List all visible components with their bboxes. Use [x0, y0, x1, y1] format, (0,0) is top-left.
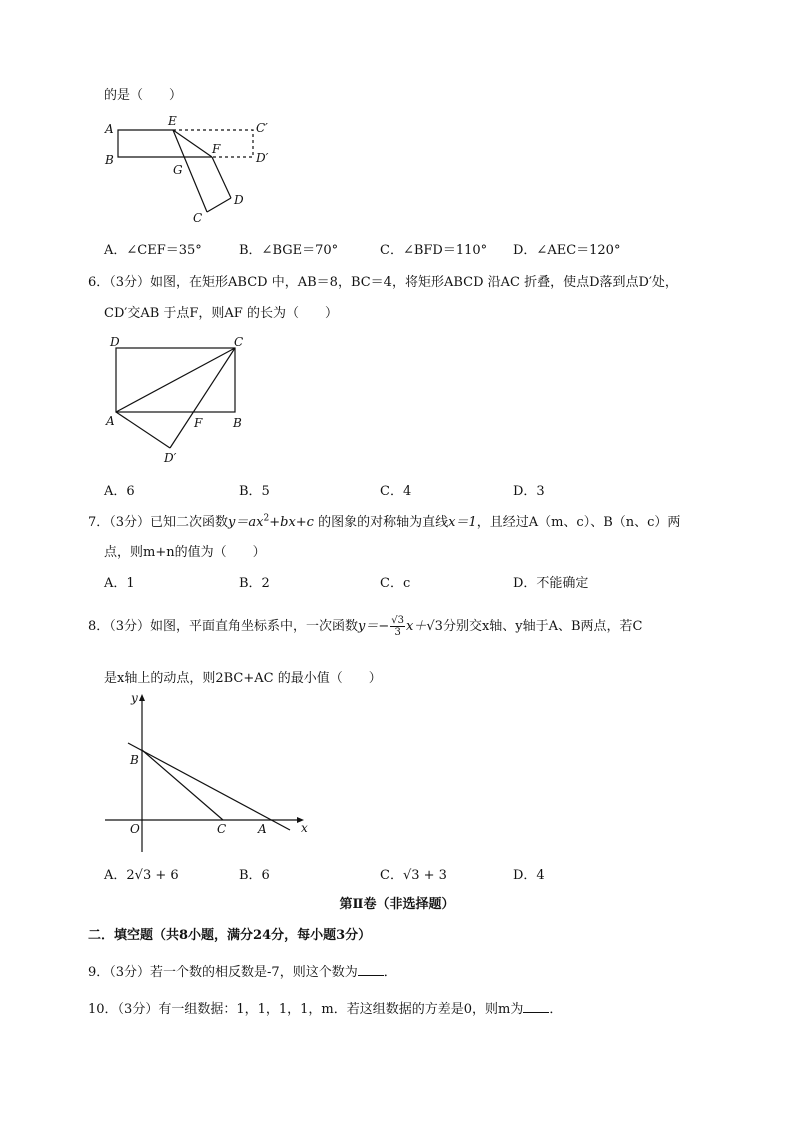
q8-label-y: y: [131, 691, 138, 705]
q8-text-line2: 是x轴上的动点，则2BC+AC 的最小值（ ）: [104, 671, 382, 686]
q8-prefix: 8．（3分）如图，平面直角坐标系中，一次函数: [88, 619, 359, 634]
q7-func-eq: ＝ax: [235, 515, 264, 530]
q7-options: [104, 572, 704, 590]
q7-mid: 的图象的对称轴为直线: [313, 515, 449, 530]
q5-label-E: E: [168, 114, 177, 128]
q8-func-mid: x＋: [406, 619, 427, 634]
q10-end: ．: [549, 1002, 563, 1017]
q5-label-C: C: [193, 211, 203, 225]
q7-func-exp: 2: [263, 513, 270, 524]
q8-func-lhs: y＝−: [358, 619, 390, 634]
q5-options: [104, 239, 704, 257]
q5-text-tail: 的是（ ）: [104, 88, 183, 103]
q7-axis: x＝1: [448, 515, 477, 530]
q5-option-c[interactable]: C．∠BFD＝110°: [380, 243, 488, 258]
q6-option-c[interactable]: C．4: [380, 484, 412, 499]
q8-func-root: √3: [426, 619, 443, 634]
q7-option-d[interactable]: D．不能确定: [513, 576, 589, 591]
q8-label-A: A: [258, 822, 267, 836]
q8-options: [104, 864, 704, 882]
q8-text-line1: [88, 614, 643, 640]
q7-text-line2: 点，则m+n的值为（ ）: [104, 545, 266, 560]
q7-text-line1: [88, 511, 680, 530]
q8-frac-num: √3: [391, 615, 405, 626]
q10-text: [88, 998, 562, 1017]
q8-label-C: C: [217, 822, 227, 836]
q7-prefix: 7．（3分）已知二次函数: [88, 515, 229, 530]
q5-label-F: F: [212, 142, 221, 156]
q5-label-D: D: [234, 193, 244, 207]
q8-option-a[interactable]: A．2√3 + 6: [104, 868, 179, 883]
q10-body: 10．（3分）有一组数据：1，1，1，1，m．若这组数据的方差是0，则m为: [88, 1002, 524, 1017]
q6-option-a[interactable]: A．6: [104, 484, 135, 499]
q5-option-b[interactable]: B．∠BGE＝70°: [239, 243, 339, 258]
section2-heading: 二．填空题（共8小题，满分24分，每小题3分）: [88, 928, 372, 943]
q6-label-B: B: [233, 416, 242, 430]
q8-fraction: [390, 615, 405, 638]
q9-end: ．: [383, 965, 397, 980]
q8-option-c[interactable]: C．√3 + 3: [380, 868, 447, 883]
q5-option-a[interactable]: A．∠CEF＝35°: [104, 243, 202, 258]
q6-text-line2: CD′交AB 于点F，则AF 的长为（ ）: [104, 306, 338, 321]
q5-fold-figure: [100, 110, 290, 230]
q6-option-d[interactable]: D．3: [513, 484, 545, 499]
q5-label-G: G: [173, 163, 183, 177]
q8-coordinate-figure: [100, 686, 320, 856]
q9-body: 9．（3分）若一个数的相反数是-7，则这个数为: [88, 965, 358, 980]
q8-option-b[interactable]: B．6: [239, 868, 270, 883]
q8-label-x: x: [301, 821, 308, 835]
part2-title: 第Ⅱ卷（非选择题）: [339, 897, 455, 912]
q7-option-b[interactable]: B．2: [239, 576, 270, 591]
q9-text: [88, 961, 397, 980]
q8-suffix: 分别交x轴、y轴于A、B两点，若C: [442, 619, 643, 634]
q6-label-D-prime: D′: [164, 451, 177, 465]
q9-answer-blank[interactable]: [358, 963, 384, 976]
q6-option-b[interactable]: B．5: [239, 484, 270, 499]
q10-answer-blank[interactable]: [523, 1000, 549, 1013]
q7-option-c[interactable]: C．c: [380, 576, 411, 591]
q6-label-D: D: [110, 335, 120, 349]
q6-rectangle-figure: [100, 330, 260, 470]
q6-options: [104, 480, 704, 498]
q8-label-O: O: [130, 822, 140, 836]
q6-label-C: C: [234, 335, 244, 349]
q6-text-line1: 6．（3分）如图，在矩形ABCD 中，AB＝8，BC＝4，将矩形ABCD 沿AC 折叠，使点D落到点D′处，: [88, 275, 678, 290]
q7-suffix: ，且经过A（m、c）、B（n、c）两: [476, 515, 681, 530]
q5-label-A: A: [105, 122, 114, 136]
q5-label-B: B: [105, 153, 114, 167]
q5-label-C-prime: C′: [256, 121, 268, 135]
q6-label-A: A: [106, 414, 115, 428]
q8-option-d[interactable]: D．4: [513, 868, 545, 883]
q7-option-a[interactable]: A．1: [104, 576, 135, 591]
q6-label-F: F: [194, 416, 203, 430]
q5-option-d[interactable]: D．∠AEC＝120°: [513, 243, 621, 258]
q8-label-B: B: [130, 753, 139, 767]
q5-label-D-prime: D′: [256, 151, 269, 165]
q8-frac-den: 3: [394, 627, 401, 638]
q7-func-y: y: [228, 515, 236, 530]
q7-func-rest: +bx+c: [269, 515, 314, 530]
